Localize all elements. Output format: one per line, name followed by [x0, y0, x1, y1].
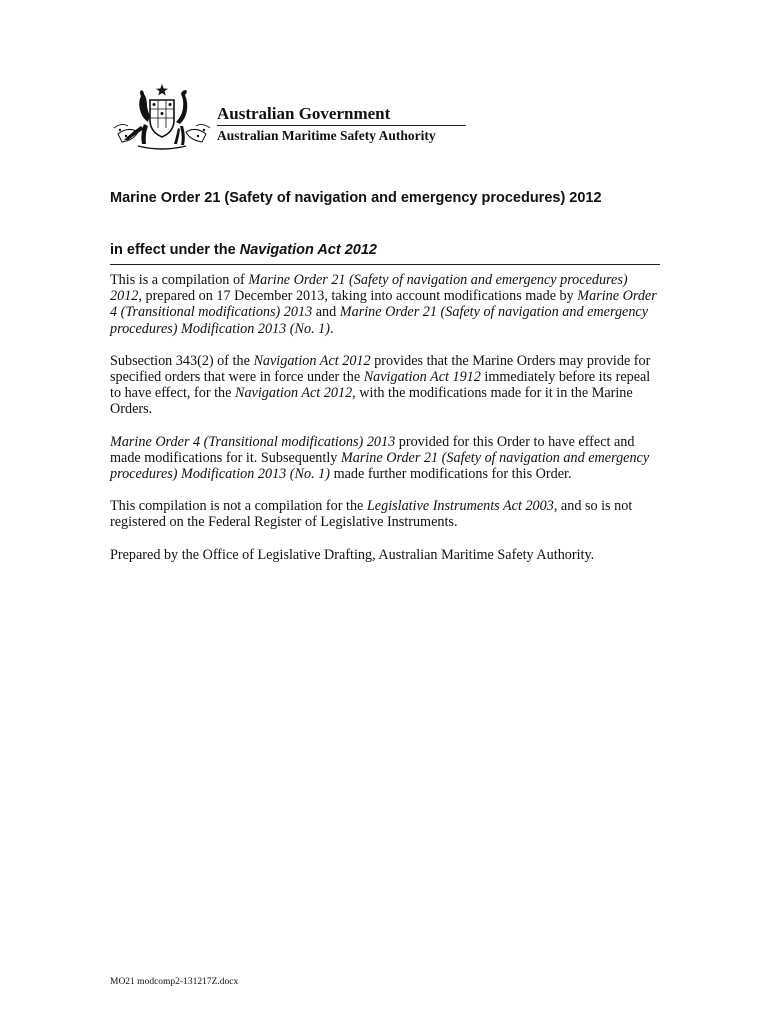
paragraph-1: [110, 272, 662, 337]
text-run: , and so is not registered on the Federal Register of Legislative Instruments.: [110, 498, 633, 531]
text-run: provided for this Order to have effect and made modifications for it. Subsequently: [110, 433, 635, 466]
letterhead-divider: [217, 125, 466, 126]
act-reference: Navigation Act 1912: [363, 369, 481, 386]
act-reference: Marine Order 21 (Safety of navigation and emergency procedures) 2012: [110, 272, 628, 305]
government-name: Australian Government: [217, 104, 391, 123]
paragraph-3: [110, 434, 662, 483]
act-reference: Marine Order 21 (Safety of navigation and emergency procedures) Modification 2013 (No. 1): [110, 304, 649, 337]
agency-name: Australian Maritime Safety Authority: [217, 128, 436, 143]
heading-divider: [110, 264, 660, 265]
act-reference: Legislative Instruments Act 2003: [366, 498, 554, 515]
text-run: , with the modifications made for it in the Marine Orders.: [110, 385, 633, 418]
act-reference: Navigation Act 2012: [253, 352, 371, 369]
act-reference: Marine Order 21 (Safety of navigation and emergency procedures) Modification 2013 (No. 1): [110, 449, 650, 483]
text-run: This compilation is not a compilation for the: [110, 498, 367, 515]
footer-filename: MO21 modcomp2-131217Z.docx: [110, 977, 239, 987]
text-run: provides that the Marine Orders may provide for specified orders that were in force under the: [110, 352, 651, 386]
text-run: .: [330, 320, 334, 337]
text-run: made further modifications for this Order.: [330, 466, 572, 483]
document-body: [110, 272, 662, 579]
act-reference: Navigation Act 2012: [235, 385, 353, 402]
text-run: Prepared by the Office of Legislative Drafting, Australian Maritime Safety Authority.: [110, 546, 595, 563]
paragraph-5: [110, 547, 662, 563]
text-run: Subsection 343(2) of the: [110, 352, 254, 369]
text-run: This is a compilation of: [110, 272, 249, 288]
coat-of-arms-icon: [108, 82, 216, 152]
text-run: , prepared on 17 December 2013, taking into account modifications made by: [138, 288, 578, 305]
paragraph-2: [110, 353, 662, 418]
effect-heading: [110, 242, 377, 258]
text-run: immediately before its repeal to have effect, for the: [110, 369, 651, 402]
letterhead: [108, 82, 478, 152]
act-reference: Marine Order 4 (Transitional modifications) 2013: [110, 433, 396, 450]
text-run: and: [312, 304, 340, 321]
effect-prefix: in effect under the: [110, 242, 240, 258]
document-title: Marine Order 21 (Safety of navigation and emergency procedures) 2012: [110, 190, 602, 206]
act-reference: Marine Order 4 (Transitional modifications) 2013: [110, 288, 657, 321]
effect-act: Navigation Act 2012: [239, 242, 377, 258]
paragraph-4: [110, 498, 662, 530]
